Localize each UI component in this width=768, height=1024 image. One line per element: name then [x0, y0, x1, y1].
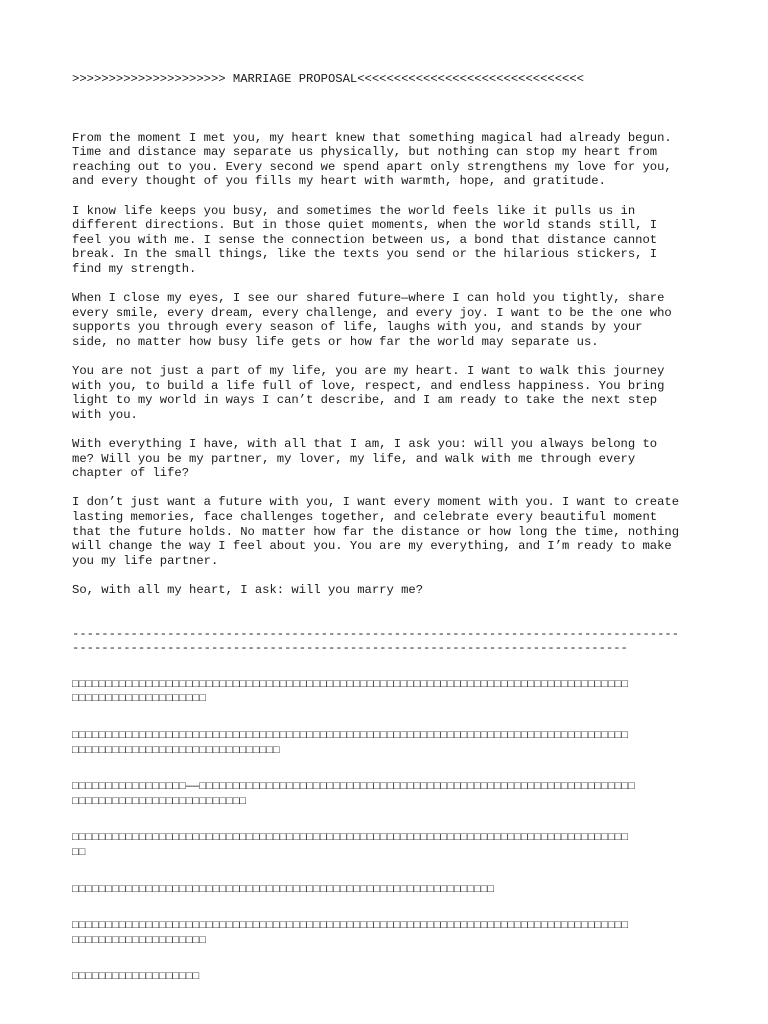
- proposal-paragraph-4: You are not just a part of my life, you are my heart. I want to walk this journey with you, to build a life full of love, respect, and endless happiness. You bring light to my world in ways I can’t describe, and I am ready to take the next step with you.: [72, 364, 665, 422]
- proposal-paragraph-5: With everything I have, with all that I am, I ask you: will you always belong to me? Will you be my partner, my lover, my life, and walk with me through every chapter of life?: [72, 437, 658, 481]
- document-page: [72, 72, 712, 985]
- proposal-question: So, with all my heart, I ask: will you marry me?: [72, 583, 424, 597]
- document-title: >>>>>>>>>>>>>>>>>>>>> MARRIAGE PROPOSAL<<<<<<<<<<<<<<<<<<<<<<<<<<<<<<<: [72, 72, 584, 86]
- proposal-paragraph-1: From the moment I met you, my heart knew that something magical had already begun. Time and distance may separate us physically, but nothing can stop my heart from reaching out to you. Every second we spend apart only strengthens my love for you, and every thought of you fills my heart with warmth, hope, and gratitude.: [72, 130, 672, 189]
- missing-glyph-paragraph-7: □□□□□□□□□□□□□□□□□□□: [72, 971, 200, 984]
- proposal-paragraph-2: I know life keeps you busy, and sometimes the world feels like it pulls us in different directions. But in those quiet moments, when the world stands still, I feel you with me. I sense the connection between us, a bond that distance cannot break. In the small things, like the texts you send or the hilarious stickers, I find my strength.: [72, 203, 658, 276]
- missing-glyph-paragraph-5: □□□□□□□□□□□□□□□□□□□□□□□□□□□□□□□□□□□□□□□□□□□□□□□□□□□□□□□□□□□□□□□: [72, 883, 495, 896]
- missing-glyph-paragraph-2: □□□□□□□□□□□□□□□□□□□□□□□□□□□□□□□□□□□□□□□□□□□□□□□□□□□□□□□□□□□□□□□□□□□□□□□□□□□□□□□□□□□ □□□□□□□□□□□□□□□□□□□□□□□□□□□□□□□: [72, 729, 629, 757]
- missing-glyph-paragraph-3: □□□□□□□□□□□□□□□□□——□□□□□□□□□□□□□□□□□□□□□□□□□□□□□□□□□□□□□□□□□□□□□□□□□□□□□□□□□□□□□□□□□ □□□□□□□□□□□□□□□□□□□□□□□□□□: [72, 781, 635, 808]
- missing-glyph-paragraph-1: □□□□□□□□□□□□□□□□□□□□□□□□□□□□□□□□□□□□□□□□□□□□□□□□□□□□□□□□□□□□□□□□□□□□□□□□□□□□□□□□□□□ □□□□□□□□□□□□□□□□□□□□: [72, 678, 629, 706]
- proposal-paragraph-6: I don’t just want a future with you, I want every moment with you. I want to create lasting memories, face challenges together, and celebrate every beautiful moment that the future holds. No matter how far the distance or how long the time, nothing will change the way I feel about you. You are my everything, and I’m ready to make you my life partner.: [72, 495, 680, 568]
- dashed-divider: ----------------------------------------------------------------------------------- ----------------------------------------------------------------------------: [72, 626, 680, 656]
- proposal-paragraph-3: When I close my eyes, I see our shared future—where I can hold you tightly, share every smile, every dream, every challenge, and every joy. I want to be the one who supports you through every season of life, laughs with you, and stands by your side, no matter how busy life gets or how far the world may separate us.: [72, 291, 672, 349]
- missing-glyph-paragraph-4: □□□□□□□□□□□□□□□□□□□□□□□□□□□□□□□□□□□□□□□□□□□□□□□□□□□□□□□□□□□□□□□□□□□□□□□□□□□□□□□□□□□ □□: [72, 832, 629, 859]
- missing-glyph-paragraph-6: □□□□□□□□□□□□□□□□□□□□□□□□□□□□□□□□□□□□□□□□□□□□□□□□□□□□□□□□□□□□□□□□□□□□□□□□□□□□□□□□□□□ □□□□□□□□□□□□□□□□□□□□: [72, 920, 629, 947]
